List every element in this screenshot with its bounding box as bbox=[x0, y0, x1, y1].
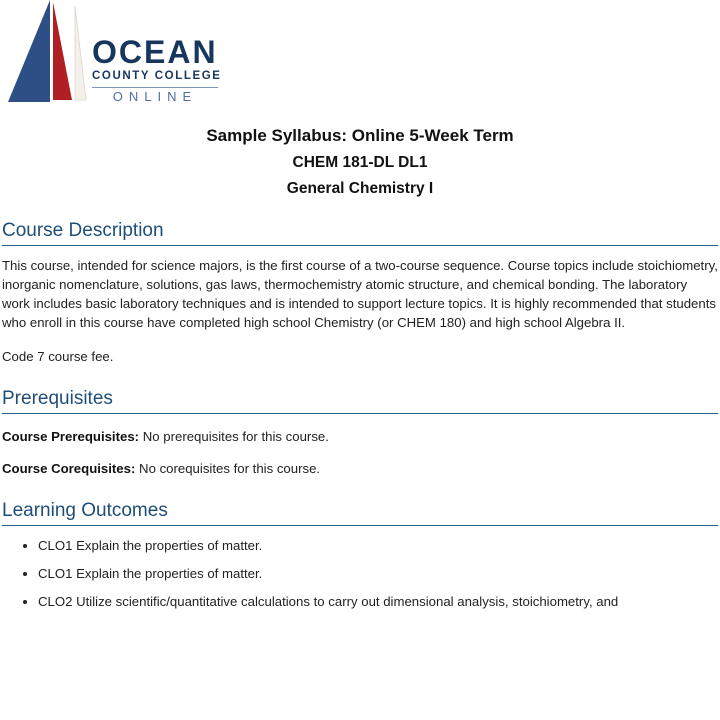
course-prerequisites-line bbox=[2, 427, 718, 446]
course-description-paragraph-1: This course, intended for science majors, is the first course of a two-course sequence. Course topics include stoichiometry, inorganic nomenclature, solutions, gas laws, thermochemistry atomic structure, and chemical bonding. The laboratory work includes basic laboratory techniques and is intended to support lecture topics. It is highly recommended that students who enroll in this course have completed high school Chemistry (or CHEM 180) and high school Algebra II. bbox=[2, 258, 718, 331]
course-prerequisites-value: No prerequisites for this course. bbox=[142, 428, 329, 444]
document-title bbox=[0, 126, 720, 198]
list-item: • CLO2 Utilize scientific/quantitative calculations to carry out dimensional analysis, stoichiometry, and bbox=[38, 592, 718, 611]
course-prerequisites-label: Course Prerequisites: bbox=[2, 428, 140, 444]
section-heading-learning-outcomes: Learning Outcomes bbox=[2, 500, 718, 526]
course-corequisites-line bbox=[2, 459, 718, 478]
title-line-1: Sample Syllabus: Online 5-Week Term bbox=[206, 126, 514, 145]
title-line-3: General Chemistry I bbox=[286, 180, 434, 197]
section-heading-course-description: Course Description bbox=[2, 220, 718, 246]
list-item: • CLO1 Explain the properties of matter. bbox=[38, 564, 718, 583]
course-corequisites-value: No corequisites for this course. bbox=[139, 460, 321, 476]
ocean-county-college-online-logo bbox=[0, 0, 720, 112]
logo-online-text: ONLINE bbox=[92, 87, 218, 103]
course-corequisites-label: Course Corequisites: bbox=[2, 460, 136, 476]
section-heading-prerequisites: Prerequisites bbox=[2, 388, 718, 414]
list-item: • CLO1 Explain the properties of matter. bbox=[38, 536, 718, 555]
logo-county-college-text: COUNTY COLLEGE bbox=[92, 70, 222, 82]
logo-sail-icon bbox=[6, 0, 90, 108]
logo-ocean-text: OCEAN bbox=[92, 34, 218, 70]
course-description-paragraph-2: Code 7 course fee. bbox=[2, 348, 114, 364]
logo-wordmark bbox=[92, 36, 222, 103]
document-body bbox=[0, 220, 720, 611]
title-line-2: CHEM 181-DL DL1 bbox=[292, 154, 428, 171]
learning-outcomes-list bbox=[2, 536, 718, 611]
